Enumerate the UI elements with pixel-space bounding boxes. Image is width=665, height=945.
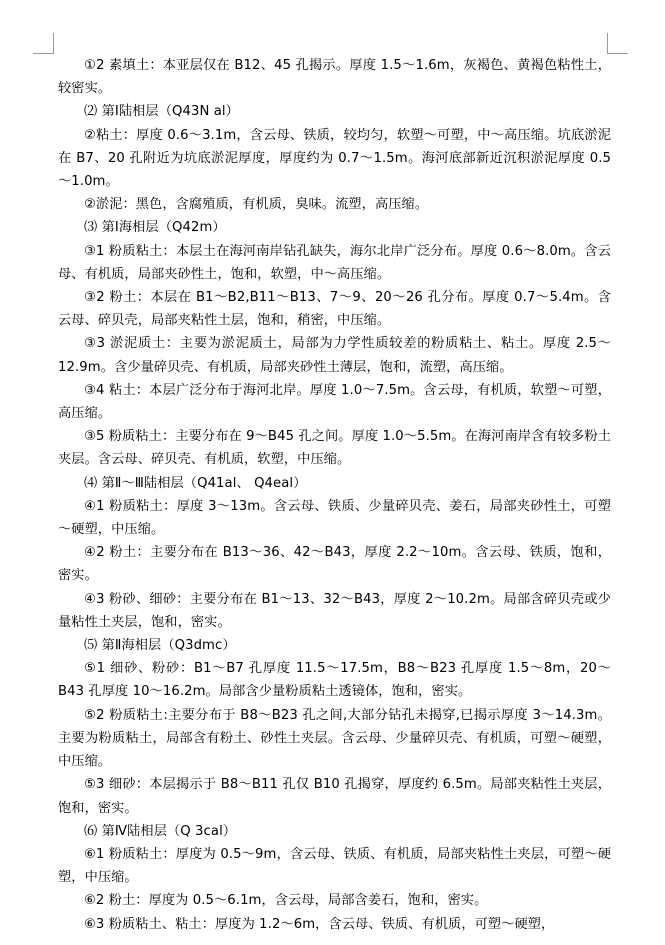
paragraph: ⑥1 粉质粘土：厚度为 0.5～9m，含云母、铁质、有机质，局部夹粘性土夹层，可塑～硬塑，中压缩。: [58, 846, 611, 886]
paragraph: ⑥2 粉土：厚度为 0.5～6.1m，含云母，局部含姜石，饱和，密实。: [84, 893, 488, 909]
paragraph: ③2 粉土：本层在 B1～B2,B11～B13、7～9、20～26 孔分布。厚度 0.7～5.4m。含云母、碎贝壳，局部夹粘性土层，饱和，稍密，中压缩。: [58, 290, 611, 329]
paragraph: ④3 粉砂、细砂：主要分布在 B1～13、32～B43，厚度 2～10.2m。局部含碎贝壳或少量粘性土夹层，饱和，密实。: [58, 591, 611, 630]
paragraph: ③3 淤泥质土：主要为淤泥质土，局部为力学性质较差的粉质粘土、粘土。厚度 2.5～12.9m。含少量碎贝壳、有机质，局部夹砂性土薄层，饱和，流塑，高压缩。: [58, 336, 611, 375]
page-corner-mark-top-left: [33, 33, 54, 54]
paragraph: ②淤泥：黑色，含腐殖质，有机质，臭味。流塑，高压缩。: [84, 197, 429, 213]
paragraph: ②粘土：厚度 0.6～3.1m，含云母、铁质，较均匀，软塑～可塑，中～高压缩。坑底淤泥在 B7、20 孔附近为坑底淤泥厚度，厚度约为 0.7～1.5m。海河底部新近沉积淤泥厚度 0.5～1.0m。: [58, 127, 611, 190]
paragraph: ④2 粉土：主要分布在 B13～36、42～B43，厚度 2.2～10m。含云母、铁质，饱和，密实。: [58, 545, 611, 584]
section-heading: ⑶ 第Ⅰ海相层（Q42m）: [84, 220, 226, 236]
paragraph: ③4 粘土：本层广泛分布于海河北岸。厚度 1.0～7.5m。含云母，有机质，软塑～可塑，高压缩。: [58, 382, 611, 422]
section-heading: ⑵ 第Ⅰ陆相层（Q43N al）: [84, 104, 239, 120]
paragraph: ⑥3 粉质粘土、粘土：厚度为 1.2～6m，含云母、铁质、有机质，可塑～硬塑，: [84, 916, 555, 932]
paragraph: ⑤1 细砂、粉砂：B1～B7 孔厚度 11.5～17.5m，B8～B23 孔厚度 1.5～8m，20～B43 孔厚度 10～16.2m。局部含少量粉质粘土透镜体，饱和，密实。: [58, 661, 611, 700]
paragraph: ③1 粉质粘土：本层土在海河南岸钻孔缺失，海尔北岸广泛分布。厚度 0.6～8.0m。含云母、有机质，局部夹砂性土，饱和，软塑，中～高压缩。: [58, 243, 611, 282]
section-heading: ⑷ 第Ⅱ～Ⅲ陆相层（Q41al、 Q4eal）: [84, 475, 307, 491]
paragraph: ③5 粉质粘土：主要分布在 9～B45 孔之间。厚度 1.0～5.5m。在海河南岸含有较多粉土夹层。含云母、碎贝壳、有机质，软塑，中压缩。: [58, 429, 611, 468]
paragraph: ⑤3 细砂：本层揭示于 B8～B11 孔仅 B10 孔揭穿，厚度约 6.5m。局部夹粘性土夹层，饱和，密实。: [58, 777, 611, 816]
paragraph: ④1 粉质粘土：厚度 3～13m。含云母、铁质、少量碎贝壳、姜石，局部夹砂性土，可塑～硬塑，中压缩。: [58, 498, 611, 538]
page-corner-mark-top-right: [607, 33, 628, 54]
section-heading: ⑹ 第Ⅳ陆相层（Q 3cal）: [84, 823, 237, 839]
paragraph: ⑤2 粉质粘土:主要分布于 B8～B23 孔之间,大部分钻孔未揭穿,已揭示厚度 3～14.3m。主要为粉质粘土，局部含有粉土、砂性土夹层。含云母、少量碎贝壳、有机质，可塑～硬塑，中压缩。: [58, 707, 611, 770]
section-heading: ⑸ 第Ⅱ海相层（Q3dmc）: [84, 638, 236, 654]
paragraph: ①2 素填土：本亚层仅在 B12、45 孔揭示。厚度 1.5～1.6m，灰褐色、黄褐色粘性土，较密实。: [58, 58, 611, 97]
document-body: [58, 54, 611, 936]
